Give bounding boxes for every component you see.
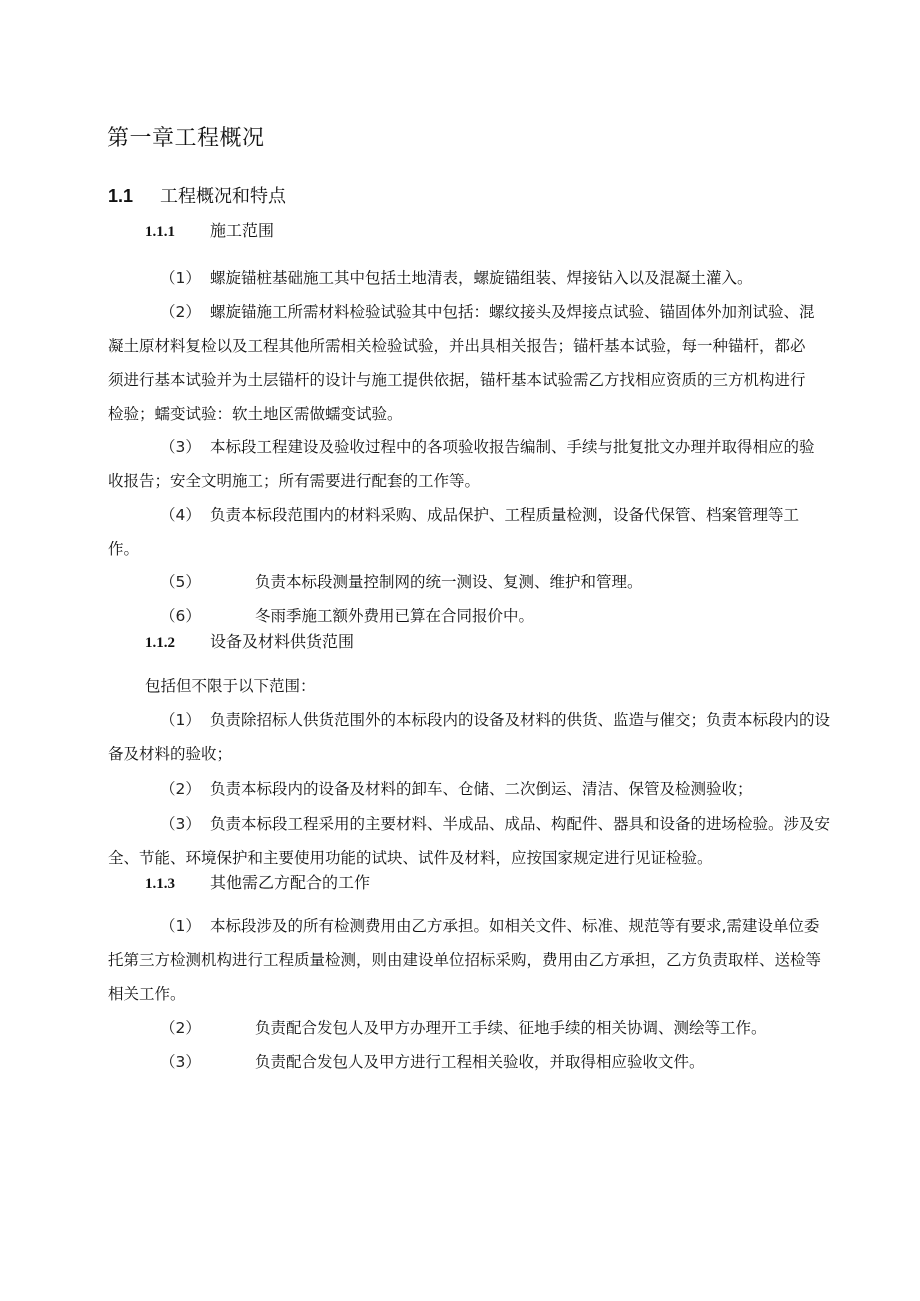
list-item [108, 703, 878, 771]
list-item [108, 909, 878, 1011]
subsection-title: 其他需乙方配合的工作 [210, 873, 371, 892]
item-text: 相关工作。 [108, 985, 186, 1003]
list-item [108, 295, 878, 431]
item-text: 收报告；安全文明施工；所有需要进行配套的工作等。 [108, 472, 481, 490]
subsection-number: 1.1.2 [145, 635, 175, 651]
item-text: 负责配合发包人及甲方进行工程相关验收，并取得相应验收文件。 [255, 1053, 705, 1071]
item-text: 作。 [108, 540, 140, 558]
item-text: 托第三方检测机构进行工程质量检测，则由建设单位招标采购，费用由乙方承担，乙方负责取样、送检等 [108, 951, 822, 969]
item-number: （6） [160, 607, 201, 625]
subsection-heading [145, 630, 354, 655]
item-text: 负责本标段范围内的材料采购、成品保护、工程质量检测，设备代保管、档案管理等工 [210, 506, 800, 524]
list-item [108, 565, 878, 599]
section-heading [108, 183, 286, 210]
item-number: （3） [160, 438, 201, 456]
item-text: 全、节能、环境保护和主要使用功能的试块、试件及材料，应按国家规定进行见证检验。 [108, 849, 713, 867]
item-text: 检验；蠕变试验：软土地区需做蠕变试验。 [108, 405, 403, 423]
item-text: 须进行基本试验并为土层锚杆的设计与施工提供依据，锚杆基本试验需乙方找相应资质的三方机构进行 [108, 371, 806, 389]
item-text: 负责本标段测量控制网的统一测设、复测、维护和管理。 [255, 573, 643, 591]
section-number: 1.1 [108, 186, 134, 206]
item-text: 凝土原材料复检以及工程其他所需相关检验试验，并出具相关报告；锚杆基本试验，每一种锚杆，都必 [108, 337, 806, 355]
item-number: （2） [160, 780, 201, 798]
item-number: （1） [160, 269, 201, 287]
item-text: 螺旋锚桩基础施工其中包括土地清表，螺旋锚组装、焊接钻入以及混凝土灌入。 [210, 269, 753, 287]
item-number: （1） [160, 711, 201, 729]
subsection-title: 设备及材料供货范围 [210, 632, 355, 651]
item-text: 负责本标段工程采用的主要材料、半成品、成品、构配件、器具和设备的进场检验。涉及安 [210, 815, 831, 833]
list-item [108, 772, 878, 806]
item-text: 螺旋锚施工所需材料检验试验其中包括：螺纹接头及焊接点试验、锚固体外加剂试验、混 [210, 303, 815, 321]
subsection-number: 1.1.3 [145, 876, 175, 892]
subsection-number: 1.1.1 [145, 224, 175, 240]
list-item [108, 498, 878, 566]
item-number: （2） [160, 303, 201, 321]
item-number: （5） [160, 573, 201, 591]
intro-text: 包括但不限于以下范围： [145, 677, 316, 695]
list-item [108, 1011, 878, 1045]
item-number: （1） [160, 917, 201, 935]
item-text: 备及材料的验收； [108, 745, 233, 763]
list-item [108, 1045, 878, 1079]
subsection-heading [145, 219, 274, 244]
item-number: （3） [160, 1053, 201, 1071]
item-text: 冬雨季施工额外费用已算在合同报价中。 [255, 607, 535, 625]
list-item [108, 261, 878, 295]
chapter-title: 第一章工程概况 [107, 126, 265, 151]
list-item [108, 807, 878, 875]
subsection-title: 施工范围 [210, 221, 275, 240]
item-text: 本标段涉及的所有检测费用由乙方承担。如相关文件、标准、规范等有要求,需建设单位委 [210, 917, 820, 935]
item-text: 负责配合发包人及甲方办理开工手续、征地手续的相关协调、测绘等工作。 [255, 1019, 767, 1037]
item-number: （2） [160, 1019, 201, 1037]
subsection-heading [145, 871, 370, 896]
list-item [108, 599, 878, 633]
section-title: 工程概况和特点 [160, 186, 286, 207]
item-text: 负责本标段内的设备及材料的卸车、仓储、二次倒运、清洁、保管及检测验收； [210, 780, 753, 798]
list-item [108, 430, 878, 498]
item-number: （3） [160, 815, 201, 833]
item-text: 本标段工程建设及验收过程中的各项验收报告编制、手续与批复批文办理并取得相应的验 [210, 438, 815, 456]
item-number: （4） [160, 506, 201, 524]
item-text: 负责除招标人供货范围外的本标段内的设备及材料的供货、监造与催交；负责本标段内的设 [210, 711, 831, 729]
